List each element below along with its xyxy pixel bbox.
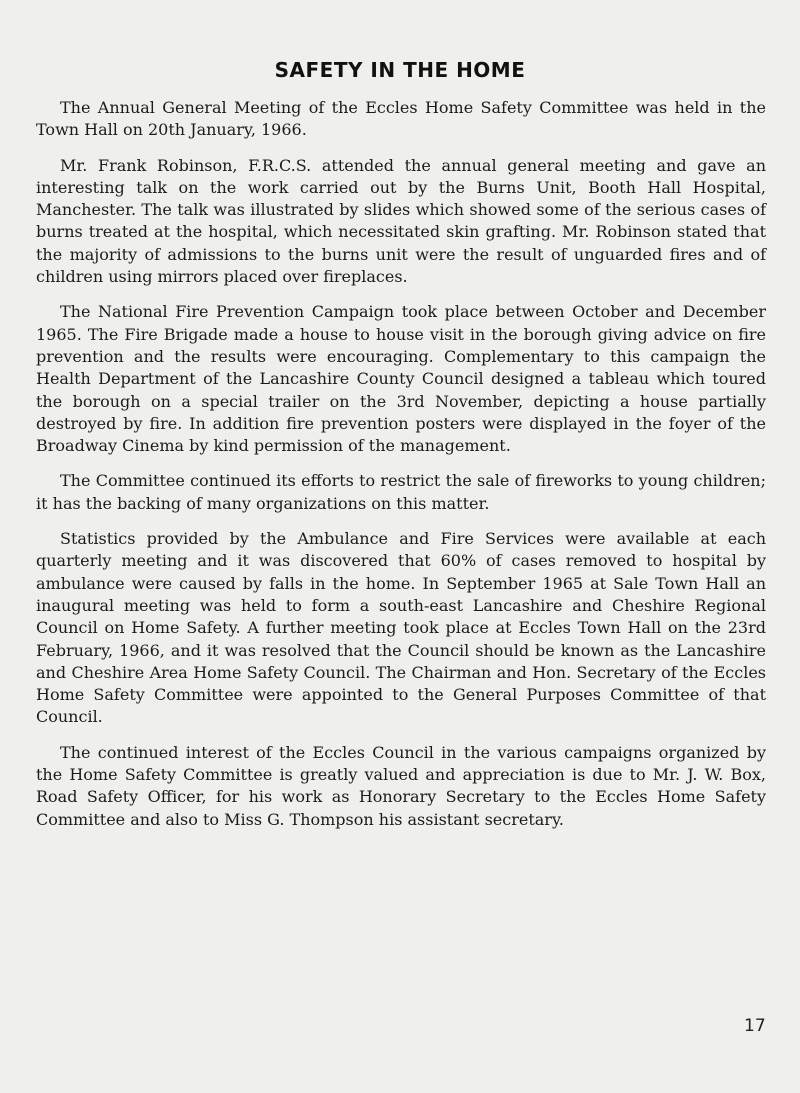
paragraph-annual-meeting: The Annual General Meeting of the Eccles Home Safety Committee was held in the Town Hall on 20th January, 1966. <box>36 98 766 140</box>
page-number: 17 <box>744 1016 766 1036</box>
paragraph-fire-prevention-campaign: The National Fire Prevention Campaign took place between October and December 1965. The Fire Brigade made a house to house visit in the borough giving advice on fire prevention and the results were encouraging. Complementary to this campaign the Health Department of the Lancashire County Council designed a tableau which toured the borough on a special trailer on the 3rd November, depicting a house partially destroyed by fire. In addition fire prevention posters were displayed in the foyer of the Broadway Cinema by kind permission of the management. <box>36 302 766 456</box>
body-text <box>36 97 766 844</box>
paragraph-fireworks: The Committee continued its efforts to restrict the sale of fireworks to young children; it has the backing of many organizations on this matter. <box>36 471 766 513</box>
paragraph-statistics: Statistics provided by the Ambulance and Fire Services were available at each quarterly meeting and it was discovered that 60% of cases removed to hospital by ambulance were caused by falls in the home. In September 1965 at Sale Town Hall an inaugural meeting was held to form a south-east Lancashire and Cheshire Regional Council on Home Safety. A further meeting took place at Eccles Town Hall on the 23rd February, 1966, and it was resolved that the Council should be known as the Lancashire and Cheshire Area Home Safety Council. The Chairman and Hon. Secretary of the Eccles Home Safety Committee were appointed to the General Purposes Committee of that Council. <box>36 529 766 727</box>
page-title: SAFETY IN THE HOME <box>274 58 526 82</box>
paragraph-acknowledgements: The continued interest of the Eccles Council in the various campaigns organized by the Home Safety Committee is greatly valued and appreciation is due to Mr. J. W. Box, Road Safety Officer, for his work as Honorary Secretary to the Eccles Home Safety Committee and also to Miss G. Thompson his assistant secretary. <box>36 742 766 829</box>
paragraph-burns-unit-talk: Mr. Frank Robinson, F.R.C.S. attended the annual general meeting and gave an interesting talk on the work carried out by the Burns Unit, Booth Hall Hospital, Manchester. The talk was illustrated by slides which showed some of the serious cases of burns treated at the hospital, which necessitated skin grafting. Mr. Robinson stated that the majority of admissions to the burns unit were the result of unguarded fires and of children using mirrors placed over fireplaces. <box>36 155 766 287</box>
